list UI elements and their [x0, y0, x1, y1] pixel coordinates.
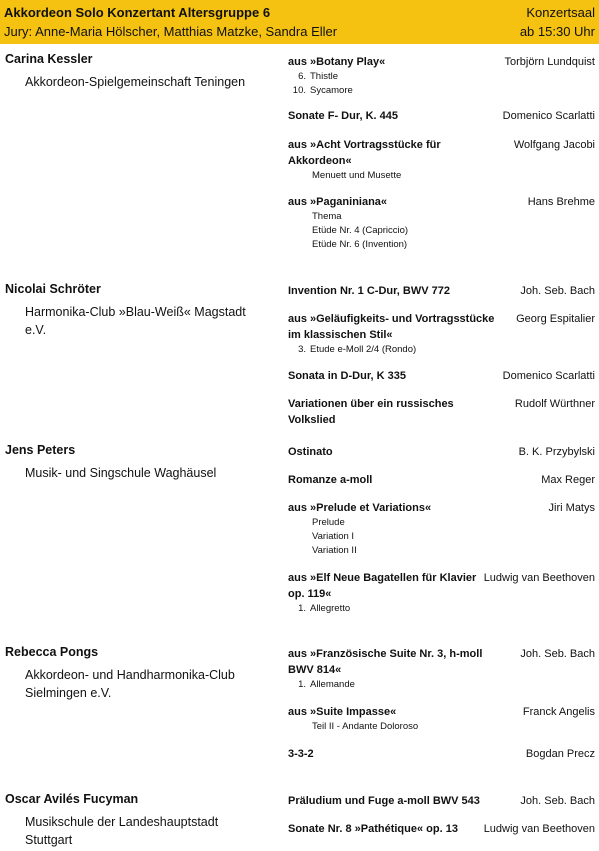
movement-item	[288, 238, 595, 252]
movement-item	[288, 544, 595, 558]
movement-item	[288, 530, 595, 544]
piece-entry	[288, 500, 595, 558]
piece-composer: Max Reger	[541, 474, 595, 486]
movement-text: Variation II	[312, 545, 357, 556]
movement-list	[288, 169, 595, 183]
movement-item	[288, 720, 595, 734]
piece-entry	[288, 570, 595, 616]
piece-title: Ostinato	[288, 446, 333, 458]
movement-item	[288, 678, 595, 692]
performer-club: Musikschule der Landeshauptstadt Stuttgart	[25, 815, 219, 847]
piece-composer: Rudolf Würthner	[514, 398, 595, 410]
piece-composer: Georg Espitalier	[516, 313, 595, 325]
piece-title: Romanze a-moll	[288, 474, 373, 486]
piece-title: Variationen über ein russisches Volkslied	[288, 398, 454, 426]
movement-text: Allegretto	[310, 603, 351, 614]
piece-composer: Jiri Matys	[548, 502, 595, 514]
piece-composer: Wolfgang Jacobi	[513, 139, 595, 151]
performer-club: Akkordeon- und Handharmonika-Club Sielmingen e.V.	[25, 668, 235, 700]
jury-line: Jury: Anne-Maria Hölscher, Matthias Matzke, Sandra Eller	[4, 24, 338, 39]
movement-item	[288, 343, 595, 357]
movement-text: Thistle	[310, 71, 338, 82]
movement-list	[288, 602, 595, 616]
piece-title: aus »Prelude et Variations«	[288, 502, 432, 514]
piece-entry	[288, 793, 595, 809]
piece-entry	[288, 444, 595, 460]
movement-text: Teil II - Andante Doloroso	[312, 721, 419, 732]
performer-name: Jens Peters	[5, 443, 76, 457]
movement-item	[288, 210, 595, 224]
movement-number: 1.	[298, 679, 306, 690]
movement-number: 3.	[298, 344, 306, 355]
piece-composer: Joh. Seb. Bach	[520, 285, 595, 297]
piece-title: aus »Französische Suite Nr. 3, h-moll BWV 814«	[288, 648, 483, 676]
piece-composer: Domenico Scarlatti	[502, 370, 595, 382]
movement-number: 6.	[298, 71, 306, 82]
piece-title: aus »Elf Neue Bagatellen für Klavier op. 119«	[288, 572, 477, 600]
piece-title: aus »Acht Vortragsstücke für Akkordeon«	[288, 139, 441, 167]
performer-name: Rebecca Pongs	[5, 645, 99, 659]
piece-composer: Franck Angelis	[522, 706, 595, 718]
movement-text: Thema	[312, 211, 342, 222]
movement-text: Etüde Nr. 4 (Capriccio)	[312, 225, 409, 236]
piece-entry	[288, 368, 595, 384]
program-header	[0, 0, 599, 44]
piece-entry	[288, 54, 595, 98]
movement-text: Menuett und Musette	[312, 170, 402, 181]
piece-entry	[288, 472, 595, 488]
performer-club: Akkordeon-Spielgemeinschaft Teningen	[25, 75, 246, 89]
category-title: Akkordeon Solo Konzertant Altersgruppe 6	[4, 5, 271, 20]
piece-title: aus »Geläufigkeits- und Vortragsstücke im klassischen Stil«	[288, 313, 495, 341]
movement-text: Etude e-Moll 2/4 (Rondo)	[310, 344, 417, 355]
start-time: ab 15:30 Uhr	[519, 24, 595, 39]
movement-text: Etüde Nr. 6 (Invention)	[312, 239, 408, 250]
movement-text: Variation I	[312, 531, 355, 542]
piece-title: aus »Paganiniana«	[288, 196, 388, 208]
piece-title: 3-3-2	[288, 748, 314, 760]
performer-name: Nicolai Schröter	[5, 282, 101, 296]
piece-title: Sonate F- Dur, K. 445	[288, 110, 399, 122]
movement-item	[288, 224, 595, 238]
piece-title: aus »Suite Impasse«	[288, 706, 397, 718]
piece-title: Sonate Nr. 8 »Pathétique« op. 13	[288, 823, 458, 835]
piece-title: Invention Nr. 1 C-Dur, BWV 772	[288, 285, 450, 297]
movement-text: Prelude	[312, 517, 345, 528]
movement-item	[288, 70, 595, 84]
venue-room: Konzertsaal	[526, 5, 595, 20]
piece-title: Präludium und Fuge a-moll BWV 543	[288, 795, 480, 807]
performer-club: Musik- und Singschule Waghäusel	[25, 466, 217, 480]
piece-entry	[288, 821, 595, 837]
piece-composer: Hans Brehme	[527, 196, 595, 208]
piece-title: aus »Botany Play«	[288, 56, 386, 68]
piece-entry	[288, 704, 595, 734]
performer-name: Carina Kessler	[5, 52, 93, 66]
movement-list	[288, 210, 595, 252]
piece-entry	[288, 746, 595, 762]
movement-number: 10.	[292, 85, 306, 96]
movement-number: 1.	[298, 603, 306, 614]
movement-list	[288, 516, 595, 558]
piece-entry	[288, 108, 595, 124]
movement-text: Allemande	[310, 679, 355, 690]
movement-item	[288, 516, 595, 530]
piece-composer: Bogdan Precz	[525, 748, 595, 760]
piece-entry	[288, 311, 595, 357]
piece-composer: Torbjörn Lundquist	[504, 56, 595, 68]
piece-composer: Ludwig van Beethoven	[483, 572, 595, 584]
piece-entry	[288, 646, 595, 692]
movement-list	[288, 678, 595, 692]
piece-entry	[288, 137, 595, 183]
piece-composer: Ludwig van Beethoven	[483, 823, 595, 835]
movement-text: Sycamore	[310, 85, 353, 96]
piece-composer: Domenico Scarlatti	[502, 110, 595, 122]
performer-club: Harmonika-Club »Blau-Weiß« Magstadt e.V.	[25, 305, 246, 337]
movement-list	[288, 70, 595, 98]
piece-entry	[288, 194, 595, 252]
movement-item	[288, 169, 595, 183]
movement-item	[288, 602, 595, 616]
movement-list	[288, 720, 595, 734]
piece-entry	[288, 396, 595, 428]
piece-title: Sonata in D-Dur, K 335	[288, 370, 406, 382]
piece-composer: B. K. Przybylski	[518, 446, 595, 458]
movement-list	[288, 343, 595, 357]
piece-composer: Joh. Seb. Bach	[520, 648, 595, 660]
piece-composer: Joh. Seb. Bach	[520, 795, 595, 807]
piece-entry	[288, 283, 595, 299]
performer-name: Oscar Avilés Fucyman	[5, 792, 139, 806]
movement-item	[288, 84, 595, 98]
